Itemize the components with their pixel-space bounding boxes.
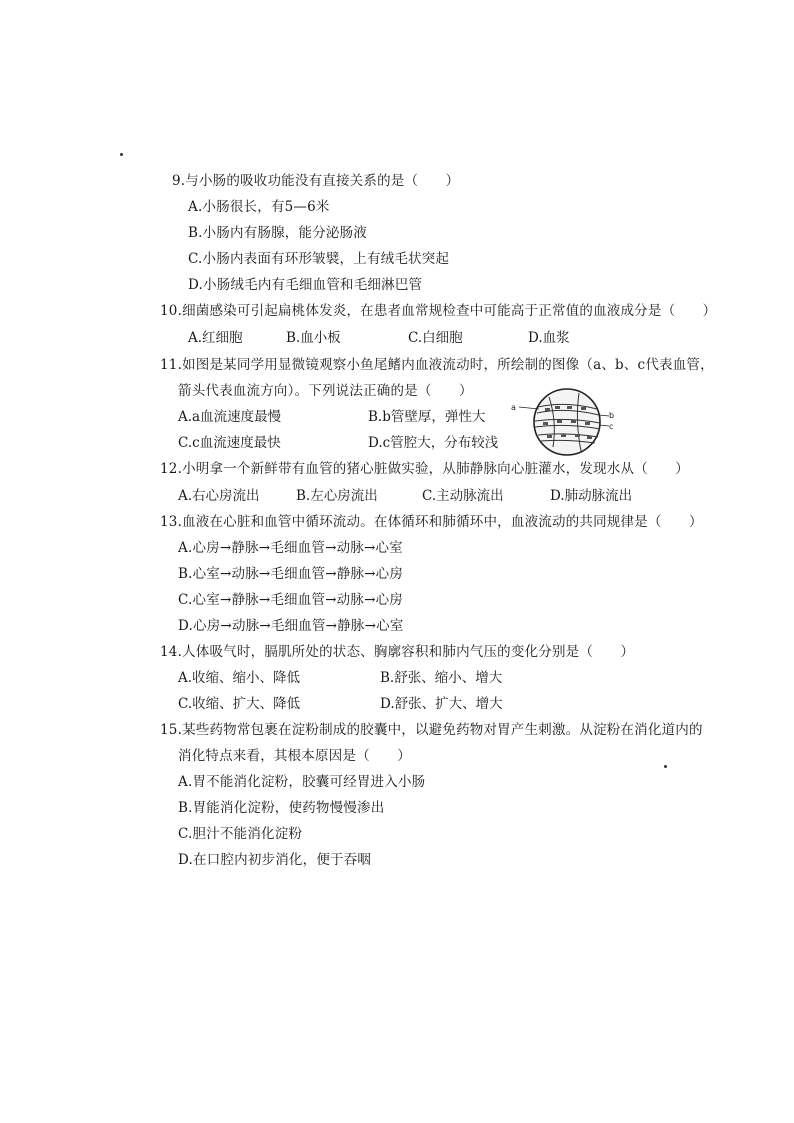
- q13-stem: 13.血液在心脏和血管中循环流动。在体循环和肺循环中，血液流动的共同规律是（ ）: [160, 514, 703, 530]
- q12-option-d: D.肺动脉流出: [550, 488, 633, 504]
- q15-option-a: A.胃不能消化淀粉，胶囊可经胃进入小肠: [178, 774, 426, 790]
- q12-option-a: A.右心房流出: [178, 488, 260, 504]
- q14-option-d: D.舒张、扩大、增大: [380, 696, 503, 712]
- q9-option-d: D.小肠绒毛内有毛细血管和毛细淋巴管: [188, 277, 423, 293]
- q11-option-a: A.a血流速度最慢: [178, 409, 282, 425]
- q14-option-b: B.舒张、缩小、增大: [380, 670, 503, 686]
- q13-option-c: C.心室→静脉→毛细血管→动脉→心房: [178, 592, 403, 608]
- q13-option-a: A.心房→静脉→毛细血管→动脉→心室: [178, 540, 403, 556]
- q10-option-b: B.血小板: [286, 330, 341, 346]
- q11-option-c: C.c血流速度最快: [178, 435, 281, 451]
- label-a: a: [511, 403, 516, 412]
- q14-stem: 14.人体吸气时，膈肌所处的状态、胸廓容积和肺内气压的变化分别是（ ）: [160, 644, 635, 660]
- label-a-pointer: [519, 407, 539, 409]
- q11-option-d: D.c管腔大，分布较浅: [368, 435, 499, 451]
- label-b: b: [609, 411, 615, 420]
- q10-option-c: C.白细胞: [408, 330, 463, 346]
- q12-stem: 12.小明拿一个新鲜带有血管的猪心脏做实验，从肺静脉向心脏灌水，发现水从（ ）: [160, 461, 689, 477]
- scan-speck: [120, 153, 123, 156]
- q9-option-b: B.小肠内有肠腺，能分泌肠液: [188, 225, 368, 241]
- label-c: c: [609, 422, 614, 431]
- q13-option-d: D.心房→动脉→毛细血管→静脉→心室: [178, 618, 404, 634]
- q9-option-a: A.小肠很长，有5—6米: [188, 199, 330, 215]
- q14-option-a: A.收缩、缩小、降低: [178, 670, 301, 686]
- q13-option-b: B.心室→动脉→毛细血管→静脉→心房: [178, 566, 404, 582]
- q10-stem: 10.细菌感染可引起扁桃体发炎，在患者血常规检查中可能高于正常值的血液成分是（ ）: [160, 303, 717, 319]
- q15-option-d: D.在口腔内初步消化，便于吞咽: [178, 852, 372, 868]
- q10-option-a: A.红细胞: [188, 330, 243, 346]
- q9-stem: 9.与小肠的吸收功能没有直接关系的是（ ）: [172, 173, 460, 189]
- q15-stem-line1: 15.某些药物常包裹在淀粉制成的胶囊中，以避免药物对胃产生刺激。从淀粉在消化道内的: [160, 722, 703, 738]
- q15-option-c: C.胆汁不能消化淀粉: [178, 826, 303, 842]
- q9-option-c: C.小肠内表面有环形皱襞，上有绒毛状突起: [188, 251, 450, 267]
- q12-option-b: B.左心房流出: [296, 488, 378, 504]
- microscope-view-figure: [505, 385, 615, 457]
- q10-option-d: D.血浆: [528, 330, 570, 346]
- label-b-pointer: [599, 415, 609, 416]
- q14-option-c: C.收缩、扩大、降低: [178, 696, 301, 712]
- q11-option-b: B.b管壁厚，弹性大: [368, 409, 486, 425]
- q11-stem-line2: 箭头代表血流方向）。下列说法正确的是（ ）: [178, 383, 473, 399]
- q15-stem-line2: 消化特点来看，其根本原因是（ ）: [178, 748, 411, 764]
- q11-stem-line1: 11.如图是某同学用显微镜观察小鱼尾鳍内血液流动时，所绘制的图像（a、b、c代表血管，: [160, 357, 714, 373]
- q12-option-c: C.主动脉流出: [422, 488, 504, 504]
- scan-speck: [664, 765, 667, 768]
- q15-option-b: B.胃能消化淀粉，使药物慢慢渗出: [178, 800, 385, 816]
